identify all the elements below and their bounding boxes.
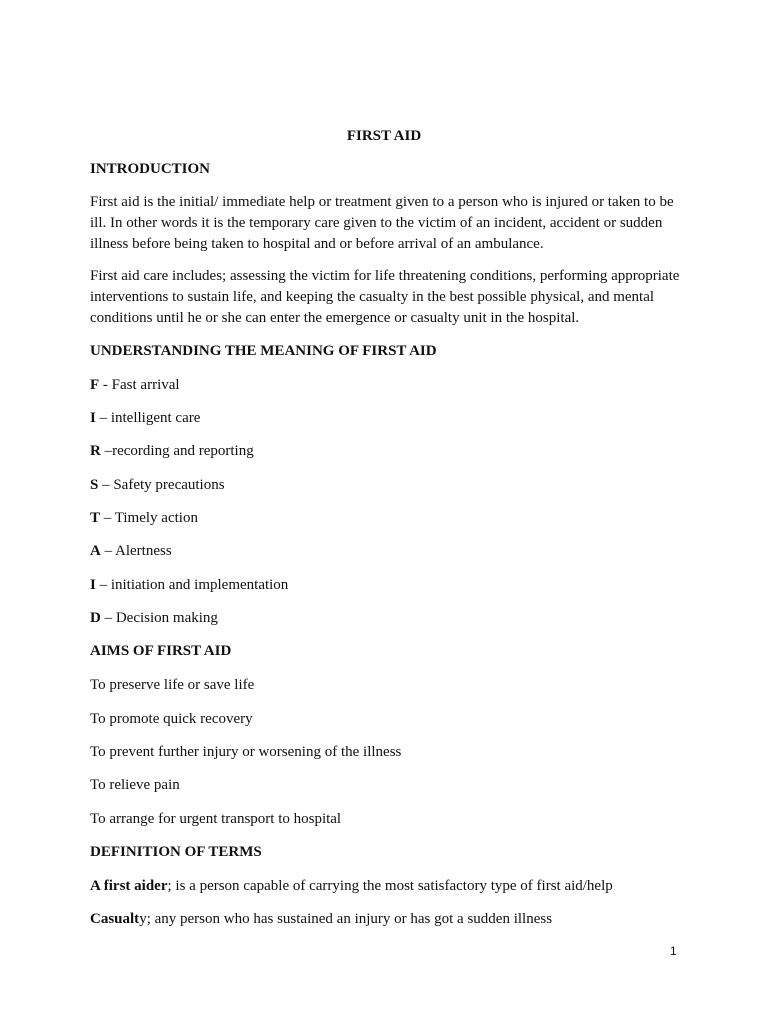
aims-item: To preserve life or save life	[90, 677, 255, 693]
definition-term: A first aider	[90, 878, 168, 894]
aims-item: To prevent further injury or worsening of the illness	[90, 744, 402, 760]
meaning-text: – intelligent care	[95, 410, 201, 426]
definition-text: y; any person who has sustained an injury or has got a sudden illness	[139, 911, 553, 927]
meaning-text: - Fast arrival	[99, 377, 180, 393]
meaning-letter: S	[90, 477, 99, 493]
definition-term: Casualt	[90, 911, 140, 927]
meaning-item	[90, 441, 254, 461]
meaning-letter: F	[90, 377, 100, 393]
meaning-text: – Safety precautions	[98, 477, 225, 493]
meaning-letter: D	[90, 610, 101, 626]
aims-item: To relieve pain	[90, 777, 180, 793]
meaning-item	[90, 541, 172, 561]
meaning-letter: R	[90, 443, 101, 459]
meaning-item	[90, 575, 288, 595]
meaning-text: –recording and reporting	[100, 443, 254, 459]
definition-text: ; is a person capable of carrying the most satisfactory type of first aid/help	[167, 878, 613, 894]
meaning-item	[90, 608, 218, 628]
definition-item	[90, 876, 613, 896]
meaning-item	[90, 408, 200, 428]
meaning-letter: A	[90, 543, 101, 559]
meaning-item	[90, 475, 225, 495]
aims-item: To promote quick recovery	[90, 711, 253, 727]
document-title: FIRST AID	[346, 128, 422, 144]
meaning-text: – Timely action	[100, 510, 198, 526]
introduction-paragraph-1: First aid is the initial/ immediate help or treatment given to a person who is injured or taken to be ill. In other words it is the temporary care given to the victim of an incident, accident or sudden illness before being taken to hospital and or before arrival of an ambulance.	[90, 194, 674, 252]
aims-item: To arrange for urgent transport to hospital	[90, 811, 342, 827]
introduction-heading: INTRODUCTION	[90, 161, 211, 177]
meaning-text: – Alertness	[100, 543, 172, 559]
meaning-item	[90, 375, 180, 395]
meaning-letter: I	[90, 577, 96, 593]
aims-heading: AIMS OF FIRST AID	[90, 643, 232, 659]
meaning-text: – Decision making	[100, 610, 218, 626]
meaning-heading: UNDERSTANDING THE MEANING OF FIRST AID	[90, 343, 437, 359]
definition-item	[90, 909, 552, 929]
definitions-heading: DEFINITION OF TERMS	[90, 844, 262, 860]
meaning-letter: T	[90, 510, 101, 526]
page-number: 1	[670, 944, 677, 958]
meaning-text: – initiation and implementation	[95, 577, 289, 593]
meaning-item	[90, 508, 198, 528]
meaning-letter: I	[90, 410, 96, 426]
introduction-paragraph-2: First aid care includes; assessing the victim for life threatening conditions, performing appropriate interventions to sustain life, and keeping the casualty in the best possible physical, and mental conditions until he or she can enter the emergence or casualty unit in the hospital.	[90, 268, 680, 326]
